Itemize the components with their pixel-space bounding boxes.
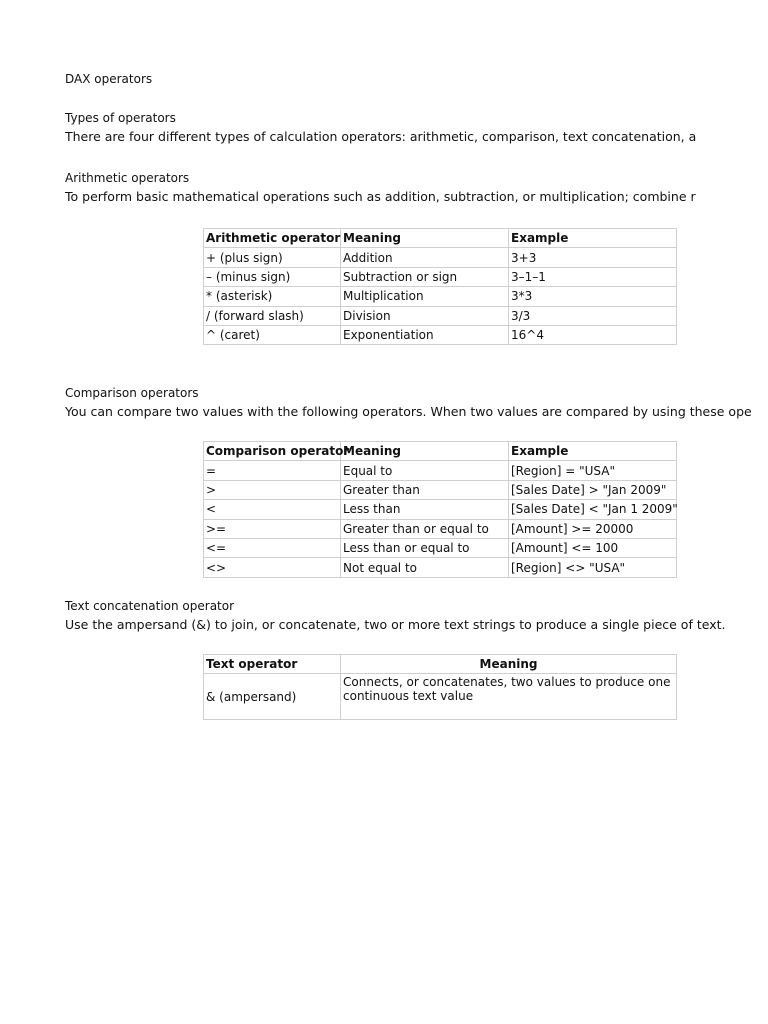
column-header: Text operator [204, 655, 341, 674]
table-header-row [204, 655, 677, 674]
text-operator-table [203, 654, 677, 720]
meaning-cell: Equal to [341, 461, 509, 480]
operator-cell: ^ (caret) [204, 325, 341, 344]
meaning-cell: Less than or equal to [341, 538, 509, 557]
table-row [204, 519, 677, 538]
operator-cell: / (forward slash) [204, 306, 341, 325]
operator-cell: <> [204, 558, 341, 577]
example-cell: [Amount] >= 20000 [509, 519, 677, 538]
column-header: Example [509, 442, 677, 461]
operator-cell: > [204, 480, 341, 499]
types-text: There are four different types of calculation operators: arithmetic, comparison, text concatenation, a [65, 129, 697, 144]
meaning-cell: Greater than or equal to [341, 519, 509, 538]
table-row [204, 500, 677, 519]
meaning-cell: Subtraction or sign [341, 267, 509, 286]
text-concat-heading: Text concatenation operator [65, 599, 235, 613]
document-title: DAX operators [65, 72, 153, 86]
operator-cell: * (asterisk) [204, 287, 341, 306]
table-row [204, 248, 677, 267]
operator-cell: – (minus sign) [204, 267, 341, 286]
operator-cell: = [204, 461, 341, 480]
table-row [204, 306, 677, 325]
example-cell: 3/3 [509, 306, 677, 325]
operator-cell: >= [204, 519, 341, 538]
operator-cell: < [204, 500, 341, 519]
table-header-row [204, 229, 677, 248]
column-header: Arithmetic operator [204, 229, 341, 248]
example-cell: [Sales Date] > "Jan 2009" [509, 480, 677, 499]
meaning-cell: Connects, or concatenates, two values to produce one continuous text value [341, 674, 677, 720]
text-concat-text: Use the ampersand (&) to join, or concatenate, two or more text strings to produce a single piece of text. [65, 617, 726, 632]
example-cell: [Region] = "USA" [509, 461, 677, 480]
meaning-cell: Addition [341, 248, 509, 267]
table-row [204, 558, 677, 577]
table-row [204, 287, 677, 306]
meaning-cell: Division [341, 306, 509, 325]
types-heading: Types of operators [65, 111, 176, 125]
meaning-cell: Greater than [341, 480, 509, 499]
table-row [204, 461, 677, 480]
example-cell: [Region] <> "USA" [509, 558, 677, 577]
column-header: Meaning [341, 655, 677, 674]
column-header: Meaning [341, 229, 509, 248]
column-header: Meaning [341, 442, 509, 461]
column-header: Comparison operator [204, 442, 341, 461]
comparison-table [203, 441, 677, 578]
arithmetic-table [203, 228, 677, 345]
table-row [204, 538, 677, 557]
example-cell: 16^4 [509, 325, 677, 344]
meaning-cell: Less than [341, 500, 509, 519]
example-cell: [Sales Date] < "Jan 1 2009" [509, 500, 677, 519]
comparison-heading: Comparison operators [65, 386, 199, 400]
table-row [204, 480, 677, 499]
example-cell: [Amount] <= 100 [509, 538, 677, 557]
meaning-cell: Exponentiation [341, 325, 509, 344]
example-cell: 3–1–1 [509, 267, 677, 286]
table-row [204, 267, 677, 286]
arithmetic-heading: Arithmetic operators [65, 171, 190, 185]
operator-cell: <= [204, 538, 341, 557]
operator-cell: & (ampersand) [204, 674, 341, 720]
table-header-row [204, 442, 677, 461]
example-cell: 3+3 [509, 248, 677, 267]
column-header: Example [509, 229, 677, 248]
operator-cell: + (plus sign) [204, 248, 341, 267]
example-cell: 3*3 [509, 287, 677, 306]
table-row [204, 325, 677, 344]
meaning-cell: Not equal to [341, 558, 509, 577]
table-row [204, 674, 677, 720]
arithmetic-text: To perform basic mathematical operations such as addition, subtraction, or multiplication; combine r [65, 189, 696, 204]
meaning-cell: Multiplication [341, 287, 509, 306]
comparison-text: You can compare two values with the following operators. When two values are compared by using these ope [65, 404, 752, 419]
